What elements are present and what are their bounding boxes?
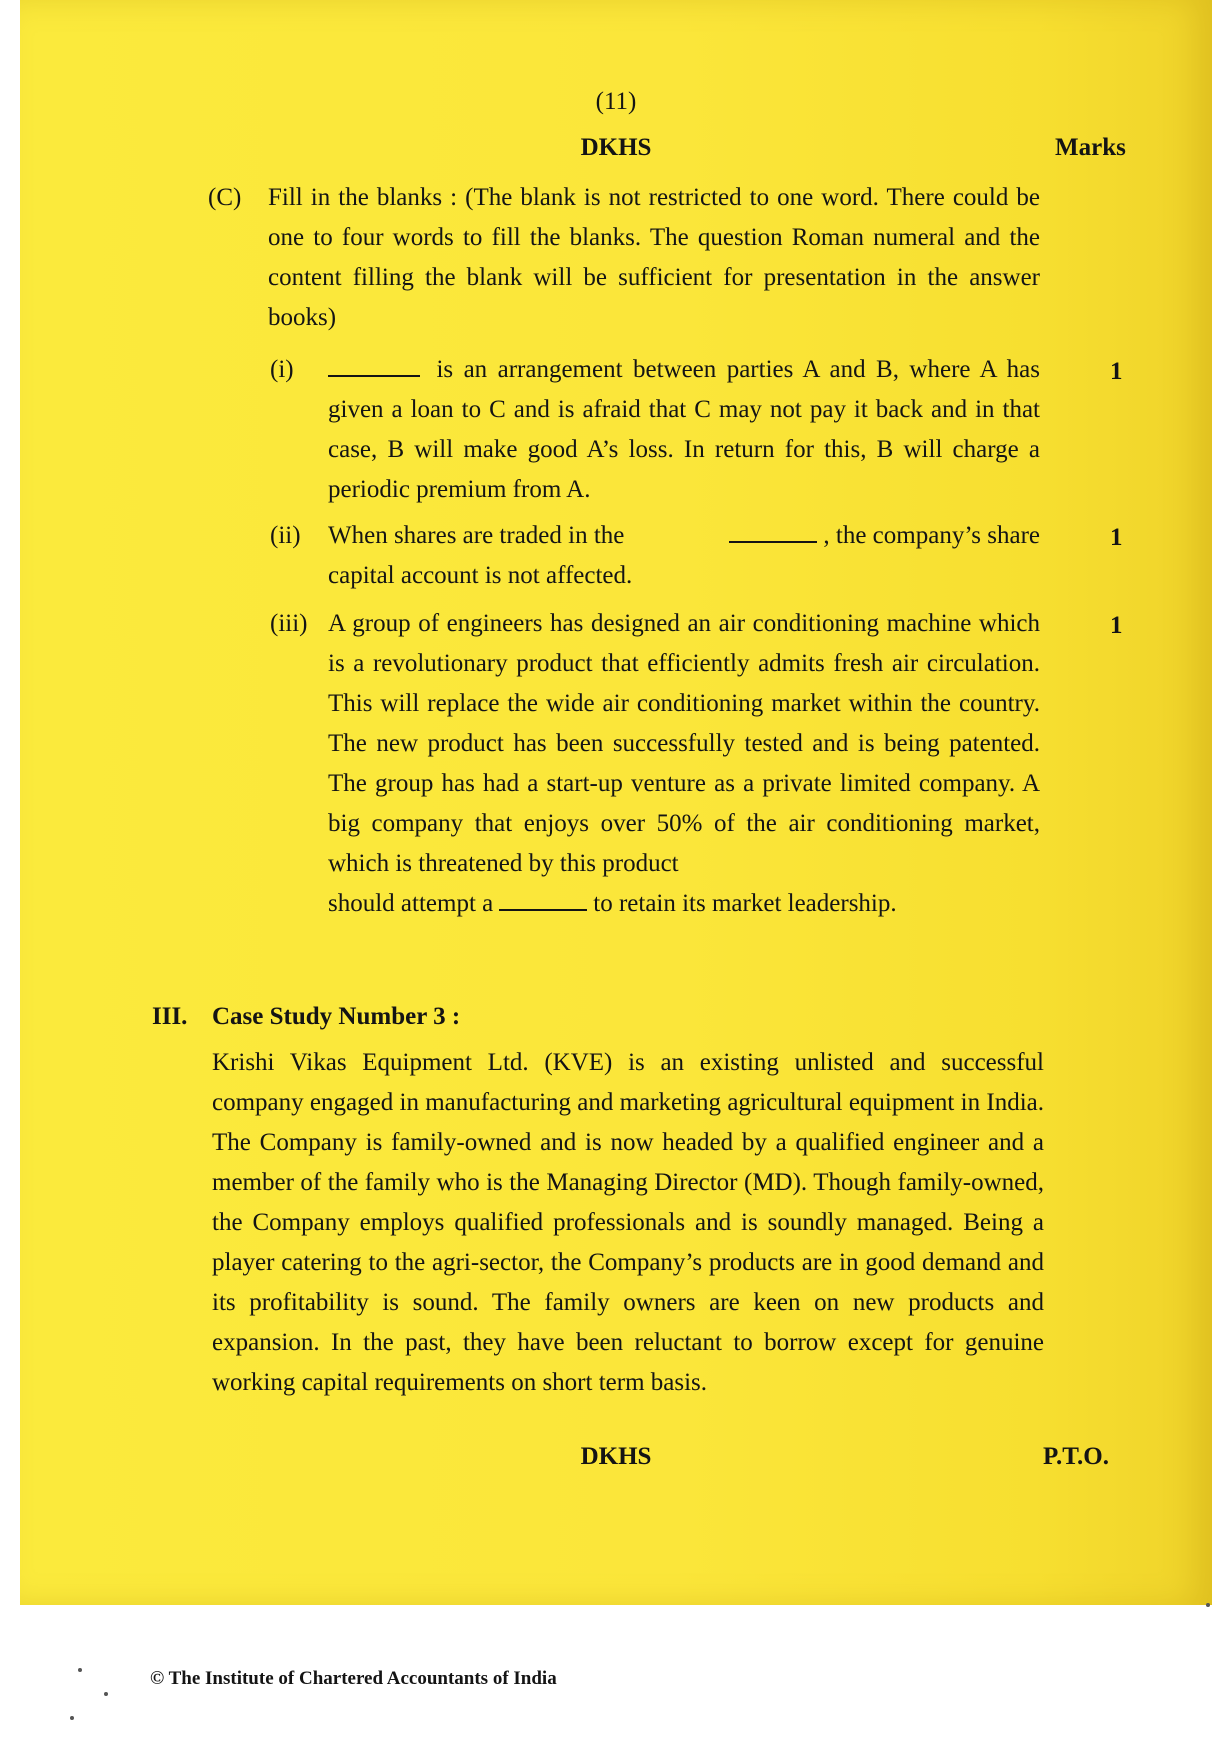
item-ii-line-1 xyxy=(328,516,1040,556)
item-ii-text-before: When shares are traded in the xyxy=(328,522,625,549)
item-iii-text-before: should attempt a xyxy=(328,890,494,917)
scan-speck xyxy=(70,1716,74,1720)
case-study-title: Case Study Number 3 : xyxy=(212,1003,461,1030)
scan-speck xyxy=(78,1668,82,1672)
page-number: (11) xyxy=(595,88,637,115)
item-i-text: is an arrangement between parties A and B, where A has given a loan to C and is afraid that C may not pay it back and in that case, B will make good A’s loss. In return for this, B will charge a periodic premium from A. xyxy=(328,356,1041,503)
section-c-instruction: Fill in the blanks : (The blank is not restricted to one word. There could be one to four words to fill the blanks. The question Roman numeral and the content filling the blank will be sufficient for presentation in the answer books) xyxy=(268,184,1040,331)
item-iii-last-line xyxy=(328,884,897,924)
item-i-label: (i) xyxy=(270,356,294,383)
copyright-notice: © The Institute of Chartered Accountants of India xyxy=(150,1668,557,1689)
item-ii-label: (ii) xyxy=(270,522,301,549)
item-iii-marks: 1 xyxy=(1110,612,1123,639)
item-i-question xyxy=(328,350,1040,510)
scan-speck xyxy=(1206,1603,1210,1607)
answer-blank xyxy=(499,905,587,911)
item-iii-text-after: to retain its market leadership. xyxy=(593,890,897,917)
item-ii-text-after: , the company’s share xyxy=(823,522,1040,549)
answer-blank xyxy=(328,371,420,377)
please-turn-over: P.T.O. xyxy=(1043,1443,1109,1470)
answer-blank xyxy=(729,537,817,543)
paper-code-header: DKHS xyxy=(580,134,652,161)
item-iii-label: (iii) xyxy=(270,610,308,637)
section-c-label: (C) xyxy=(208,184,242,211)
item-ii-marks: 1 xyxy=(1110,524,1123,551)
scan-speck xyxy=(104,1692,108,1696)
case-study-body: Krishi Vikas Equipment Ltd. (KVE) is an existing unlisted and successful company engaged in manufacturing and marketing agricultural equipment in India. The Company is family-owned and is now headed by a qualified engineer and a member of the family who is the Managing Director (MD). Though family-owned, the Company employs qualified professionals and is soundly managed. Being a player catering to the agri-sector, the Company’s products are in good demand and its profitability is sound. The family owners are keen on new products and expansion. In the past, they have been reluctant to borrow except for genuine working capital requirements on short term basis. xyxy=(212,1049,1044,1396)
case-study-numeral: III. xyxy=(152,1003,188,1030)
item-iii-text: A group of engineers has designed an air conditioning machine which is a revolutionary product that efficiently admits fresh air circulation. This will replace the wide air conditioning market within the country. The new product has been successfully tested and is being patented. The group has had a start-up venture as a private limited company. A big company that enjoys over 50% of the air conditioning market, which is threatened by this product xyxy=(328,610,1040,877)
item-ii-line-2: capital account is not affected. xyxy=(328,562,633,589)
item-i-marks: 1 xyxy=(1110,358,1123,385)
paper-code-footer: DKHS xyxy=(580,1443,652,1470)
marks-column-heading: Marks xyxy=(1055,134,1126,161)
